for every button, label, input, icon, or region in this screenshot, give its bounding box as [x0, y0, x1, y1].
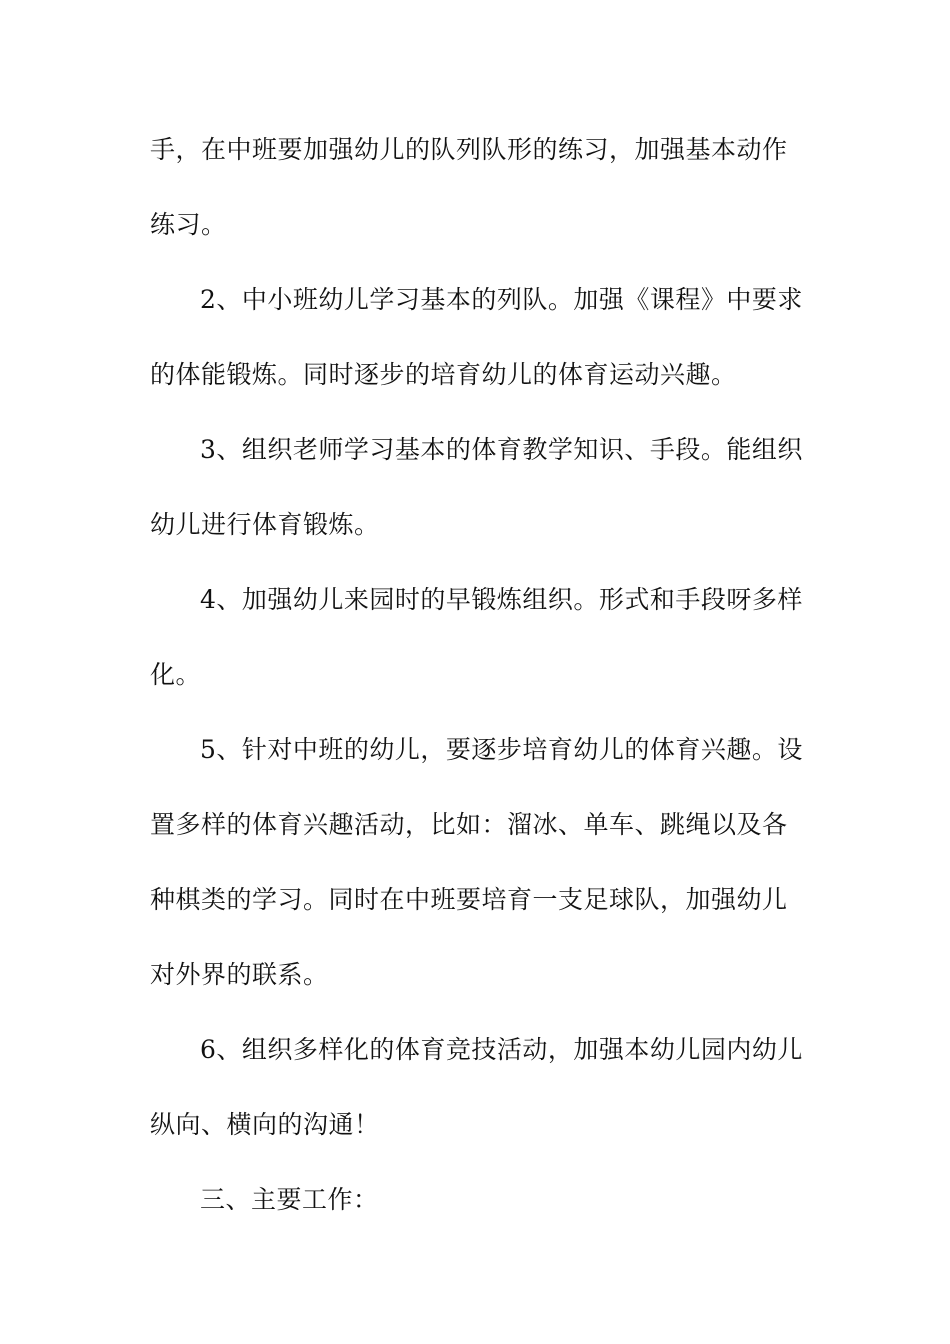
paragraph-item-5: 5、针对中班的幼儿，要逐步培育幼儿的体育兴趣。设	[200, 735, 803, 764]
text-line: 练习。	[150, 210, 227, 239]
section-heading: 三、主要工作：	[200, 1185, 379, 1214]
text-line: 手，在中班要加强幼儿的队列队形的练习，加强基本动作	[150, 135, 788, 164]
text-line: 的体能锻炼。同时逐步的培育幼儿的体育运动兴趣。	[150, 360, 737, 389]
text-line: 种棋类的学习。同时在中班要培育一支足球队，加强幼儿	[150, 885, 788, 914]
text-line: 幼儿进行体育锻炼。	[150, 510, 380, 539]
text-line: 纵向、横向的沟通！	[150, 1110, 380, 1139]
paragraph-item-6: 6、组织多样化的体育竞技活动，加强本幼儿园内幼儿	[200, 1035, 803, 1064]
text-line: 化。	[150, 660, 202, 689]
paragraph-item-2: 2、中小班幼儿学习基本的列队。加强《课程》中要求	[200, 285, 803, 314]
text-line: 对外界的联系。	[150, 960, 329, 989]
paragraph-item-3: 3、组织老师学习基本的体育教学知识、手段。能组织	[200, 435, 803, 464]
text-line: 置多样的体育兴趣活动，比如：溜冰、单车、跳绳以及各	[150, 810, 788, 839]
paragraph-item-4: 4、加强幼儿来园时的早锻炼组织。形式和手段呀多样	[200, 585, 803, 614]
